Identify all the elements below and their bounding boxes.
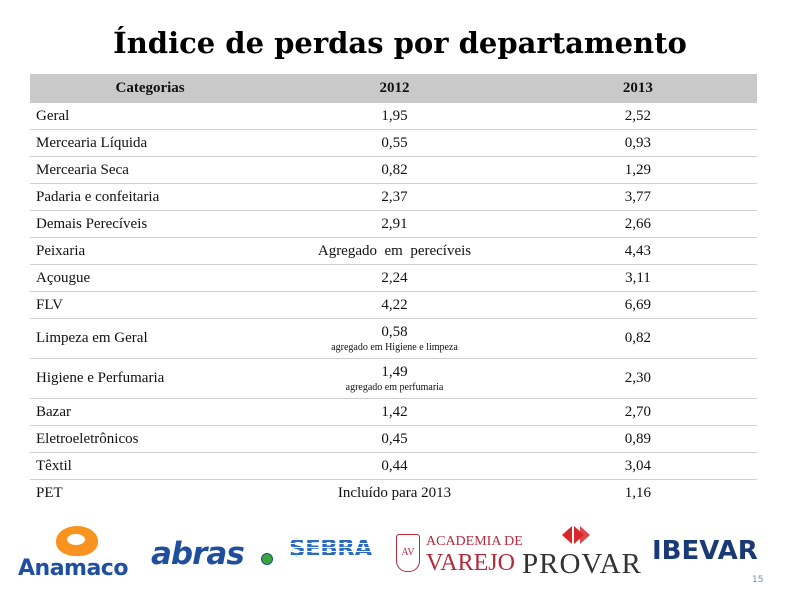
- value-2013-cell: 0,89: [519, 426, 757, 453]
- sebrae-wordmark: SEBRAE: [289, 536, 388, 562]
- table-row: [30, 238, 757, 265]
- page-number: 15: [752, 575, 764, 585]
- table-header-row: [30, 74, 757, 103]
- value-2012-cell: 0,55: [270, 130, 519, 157]
- table-row: [30, 359, 757, 399]
- category-cell: Mercearia Líquida: [30, 130, 270, 157]
- table-row: [30, 157, 757, 184]
- abras-logo: [151, 536, 276, 576]
- value-2013-cell: 0,82: [519, 319, 757, 359]
- table-row: [30, 211, 757, 238]
- header-2012: 2012: [270, 74, 519, 103]
- value-2013-cell: 3,04: [519, 453, 757, 480]
- category-cell: Bazar: [30, 399, 270, 426]
- value-2013-cell: 1,29: [519, 157, 757, 184]
- category-cell: Peixaria: [30, 238, 270, 265]
- value-2012-cell: 0,45: [270, 426, 519, 453]
- provar-logo: [522, 524, 642, 584]
- category-cell: Padaria e confeitaria: [30, 184, 270, 211]
- value-2012-cell: 0,44: [270, 453, 519, 480]
- category-cell: Geral: [30, 103, 270, 130]
- table-row: [30, 399, 757, 426]
- value-2013-cell: 1,16: [624, 484, 652, 501]
- value-2012-note: agregado em Higiene e limpeza: [331, 341, 458, 353]
- value-2012-cell: [270, 319, 519, 359]
- table-row: [30, 184, 757, 211]
- value-2013-cell: 4,43: [519, 238, 757, 265]
- header-2013: 2013: [519, 74, 757, 103]
- anamaco-wordmark: Anamaco: [18, 556, 128, 581]
- value-2012-cell: 1,42: [270, 399, 519, 426]
- value-2012-cell: Incluído para 2013: [337, 484, 452, 501]
- academia-de-varejo-logo: [396, 530, 523, 586]
- value-2012-note: agregado em perfumaria: [345, 381, 444, 393]
- value-2012: 0,58: [381, 323, 408, 340]
- loss-index-table: [30, 74, 757, 506]
- category-cell: Limpeza em Geral: [30, 319, 270, 359]
- sponsor-logos: [0, 522, 800, 592]
- category-cell: PET: [36, 484, 63, 501]
- table-row: [30, 319, 757, 359]
- table-row: [30, 453, 757, 480]
- page-title: Índice de perdas por departamento: [113, 26, 687, 60]
- value-2012-cell: 4,22: [270, 292, 519, 319]
- academia-wordmark-bottom: VAREJO: [426, 550, 515, 576]
- provar-wordmark: PROVAR: [522, 548, 642, 580]
- value-2013-cell: 2,30: [519, 359, 757, 399]
- table-row: [30, 426, 757, 453]
- value-2013-cell: 2,52: [519, 103, 757, 130]
- table-row: [30, 292, 757, 319]
- value-2013-cell: 2,70: [519, 399, 757, 426]
- value-2012-cell: 1,95: [270, 103, 519, 130]
- category-cell: Açougue: [30, 265, 270, 292]
- category-cell: Eletroeletrônicos: [30, 426, 270, 453]
- anamaco-mark-icon: [56, 526, 98, 556]
- header-categorias: Categorias: [30, 74, 270, 103]
- value-2012-cell: 2,91: [270, 211, 519, 238]
- av-badge-icon: AV: [396, 534, 420, 572]
- value-2013-cell: 6,69: [519, 292, 757, 319]
- value-2013-cell: 2,66: [519, 211, 757, 238]
- table-row: [30, 103, 757, 130]
- category-cell: FLV: [30, 292, 270, 319]
- academia-wordmark-top: ACADEMIA DE: [426, 534, 523, 549]
- value-2013-cell: 0,93: [519, 130, 757, 157]
- category-cell: Demais Perecíveis: [30, 211, 270, 238]
- ibevar-wordmark: IBEVAR: [652, 536, 758, 566]
- category-cell: Têxtil: [30, 453, 270, 480]
- abras-wordmark: abras: [151, 536, 244, 572]
- abras-globe-icon: [261, 553, 273, 565]
- ibevar-logo: [652, 536, 782, 576]
- table-row: [30, 480, 757, 507]
- value-2013-cell: 3,11: [519, 265, 757, 292]
- value-2012-cell: 0,82: [270, 157, 519, 184]
- value-2012-cell: Agregado em perecíveis: [270, 238, 519, 265]
- category-cell: Higiene e Perfumaria: [30, 359, 270, 399]
- value-2013-cell: 3,77: [519, 184, 757, 211]
- sebrae-logo: [289, 536, 388, 580]
- value-2012-cell: 2,37: [270, 184, 519, 211]
- table-row: [30, 130, 757, 157]
- category-cell: Mercearia Seca: [30, 157, 270, 184]
- table-row: [30, 265, 757, 292]
- provar-mark-icon: [558, 524, 598, 546]
- value-2012: 1,49: [381, 363, 408, 380]
- anamaco-logo: [18, 526, 138, 586]
- value-2012-cell: [270, 359, 519, 399]
- value-2012-cell: 2,24: [270, 265, 519, 292]
